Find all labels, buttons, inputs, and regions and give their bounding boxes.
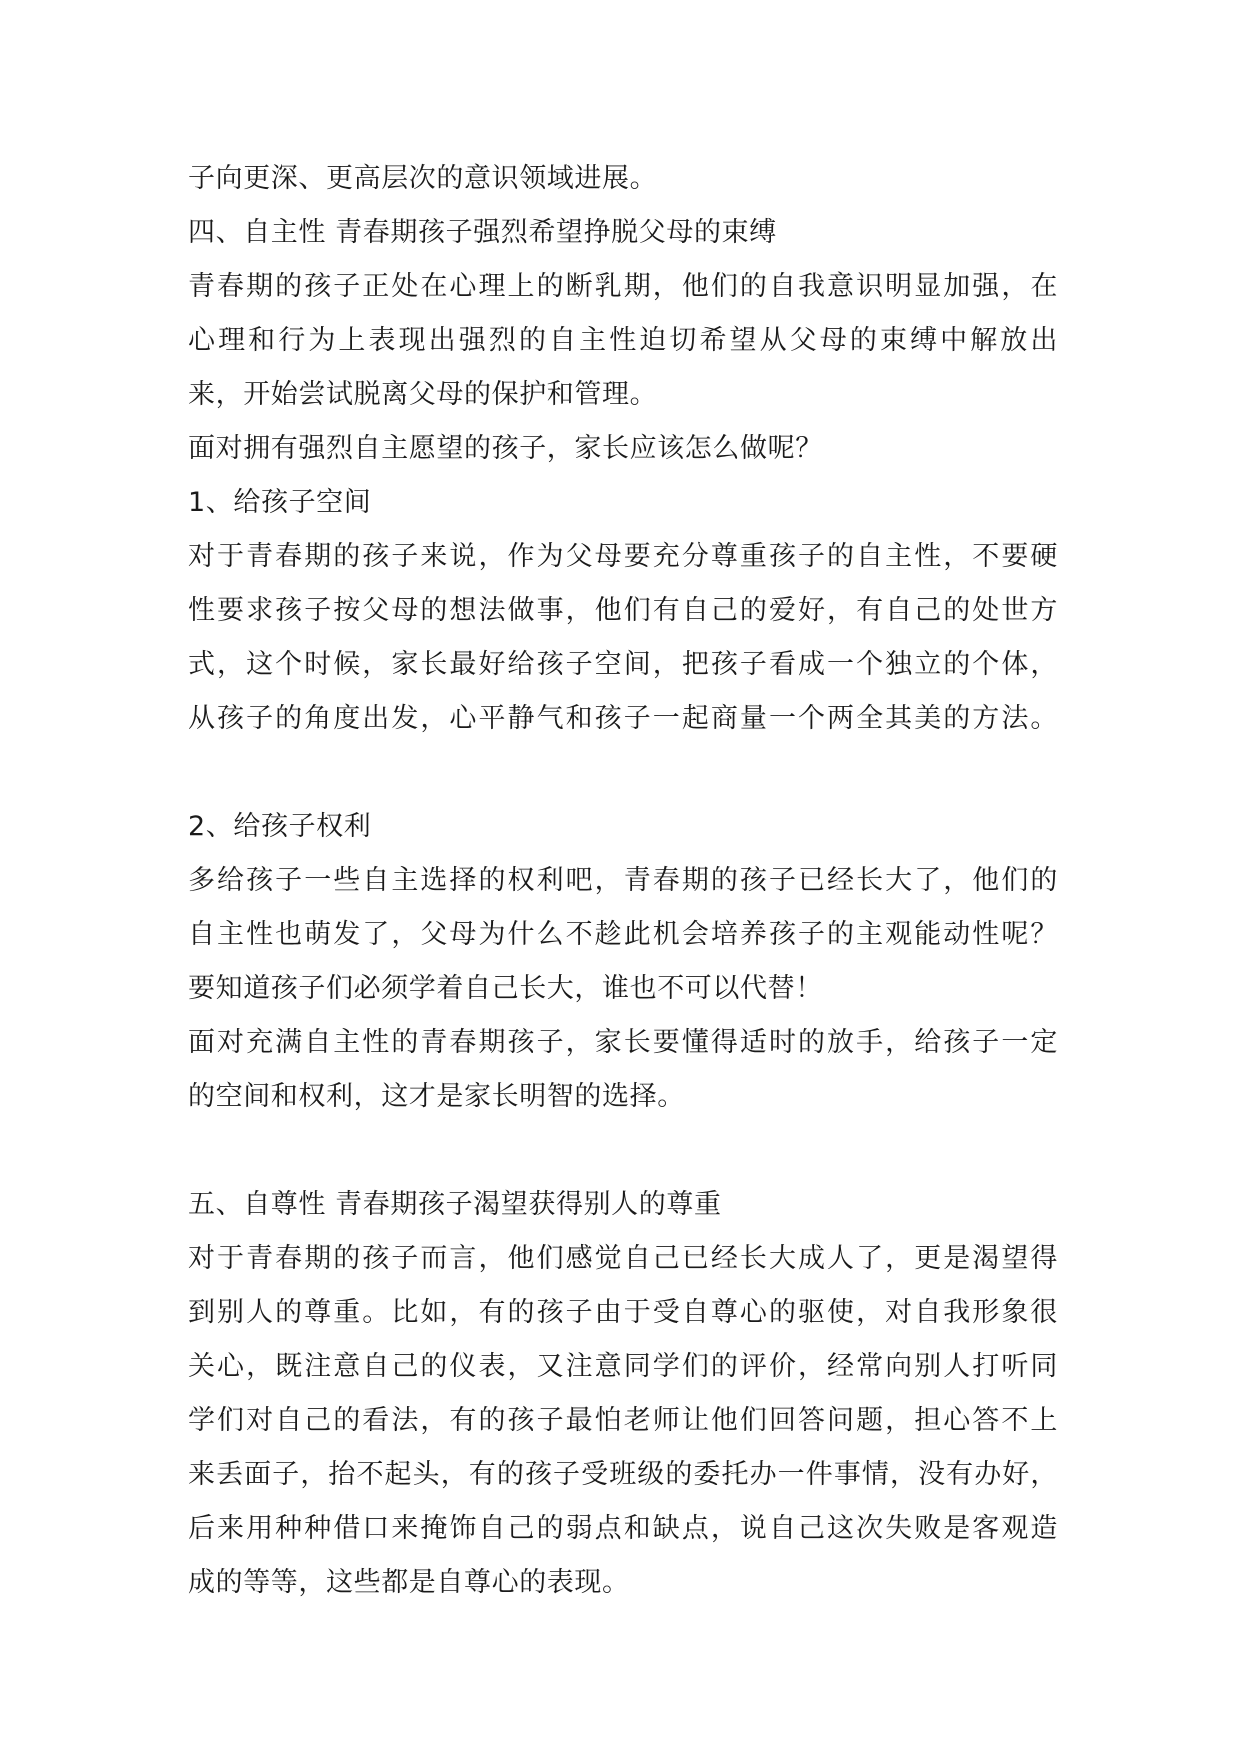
paragraph-line: 面对充满自主性的青春期孩子，家长要懂得适时的放手，给孩子一定 bbox=[188, 1027, 1058, 1058]
paragraph-line: 对于青春期的孩子而言，他们感觉自己已经长大成人了，更是渴望得 bbox=[188, 1243, 1058, 1274]
paragraph-line: 从孩子的角度出发，心平静气和孩子一起商量一个两全其美的方法。 bbox=[188, 703, 1058, 734]
paragraph-line: 后来用种种借口来掩饰自己的弱点和缺点，说自己这次失败是客观造 bbox=[188, 1513, 1058, 1544]
paragraph-line: 的空间和权利，这才是家长明智的选择。 bbox=[188, 1081, 685, 1112]
paragraph-line: 成的等等，这些都是自尊心的表现。 bbox=[188, 1567, 630, 1598]
document-page bbox=[188, 152, 1058, 1610]
paragraph-line: 多给孩子一些自主选择的权利吧，青春期的孩子已经长大了，他们的 bbox=[188, 865, 1058, 896]
paragraph-line: 要知道孩子们必须学着自己长大，谁也不可以代替！ bbox=[188, 973, 823, 1004]
subheading-give-space: 1、给孩子空间 bbox=[188, 487, 372, 518]
paragraph-line: 子向更深、更高层次的意识领域进展。 bbox=[188, 163, 658, 194]
paragraph-line: 学们对自己的看法，有的孩子最怕老师让他们回答问题，担心答不上 bbox=[188, 1405, 1058, 1436]
paragraph-line: 关心，既注意自己的仪表，又注意同学们的评价，经常向别人打听同 bbox=[188, 1351, 1058, 1382]
subheading-give-rights: 2、给孩子权利 bbox=[188, 811, 372, 842]
paragraph-line: 性要求孩子按父母的想法做事，他们有自己的爱好，有自己的处世方 bbox=[188, 595, 1058, 626]
paragraph-line: 对于青春期的孩子来说，作为父母要充分尊重孩子的自主性，不要硬 bbox=[188, 541, 1058, 572]
blank-line bbox=[188, 1124, 1058, 1178]
paragraph-line: 面对拥有强烈自主愿望的孩子，家长应该怎么做呢？ bbox=[188, 433, 823, 464]
blank-line bbox=[188, 746, 1058, 800]
paragraph-line: 式，这个时候，家长最好给孩子空间，把孩子看成一个独立的个体， bbox=[188, 649, 1058, 680]
paragraph-line: 来，开始尝试脱离父母的保护和管理。 bbox=[188, 379, 658, 410]
paragraph-line: 到别人的尊重。比如，有的孩子由于受自尊心的驱使，对自我形象很 bbox=[188, 1297, 1058, 1328]
paragraph-line: 青春期的孩子正处在心理上的断乳期，他们的自我意识明显加强，在 bbox=[188, 271, 1058, 302]
section-heading-self-esteem: 五、自尊性 青春期孩子渴望获得别人的尊重 bbox=[188, 1189, 722, 1220]
paragraph-line: 来丢面子，抬不起头，有的孩子受班级的委托办一件事情，没有办好， bbox=[188, 1459, 1058, 1490]
section-heading-autonomy: 四、自主性 青春期孩子强烈希望挣脱父母的束缚 bbox=[188, 217, 777, 248]
paragraph-line: 自主性也萌发了，父母为什么不趁此机会培养孩子的主观能动性呢？ bbox=[188, 919, 1058, 950]
paragraph-line: 心理和行为上表现出强烈的自主性迫切希望从父母的束缚中解放出 bbox=[188, 325, 1058, 356]
